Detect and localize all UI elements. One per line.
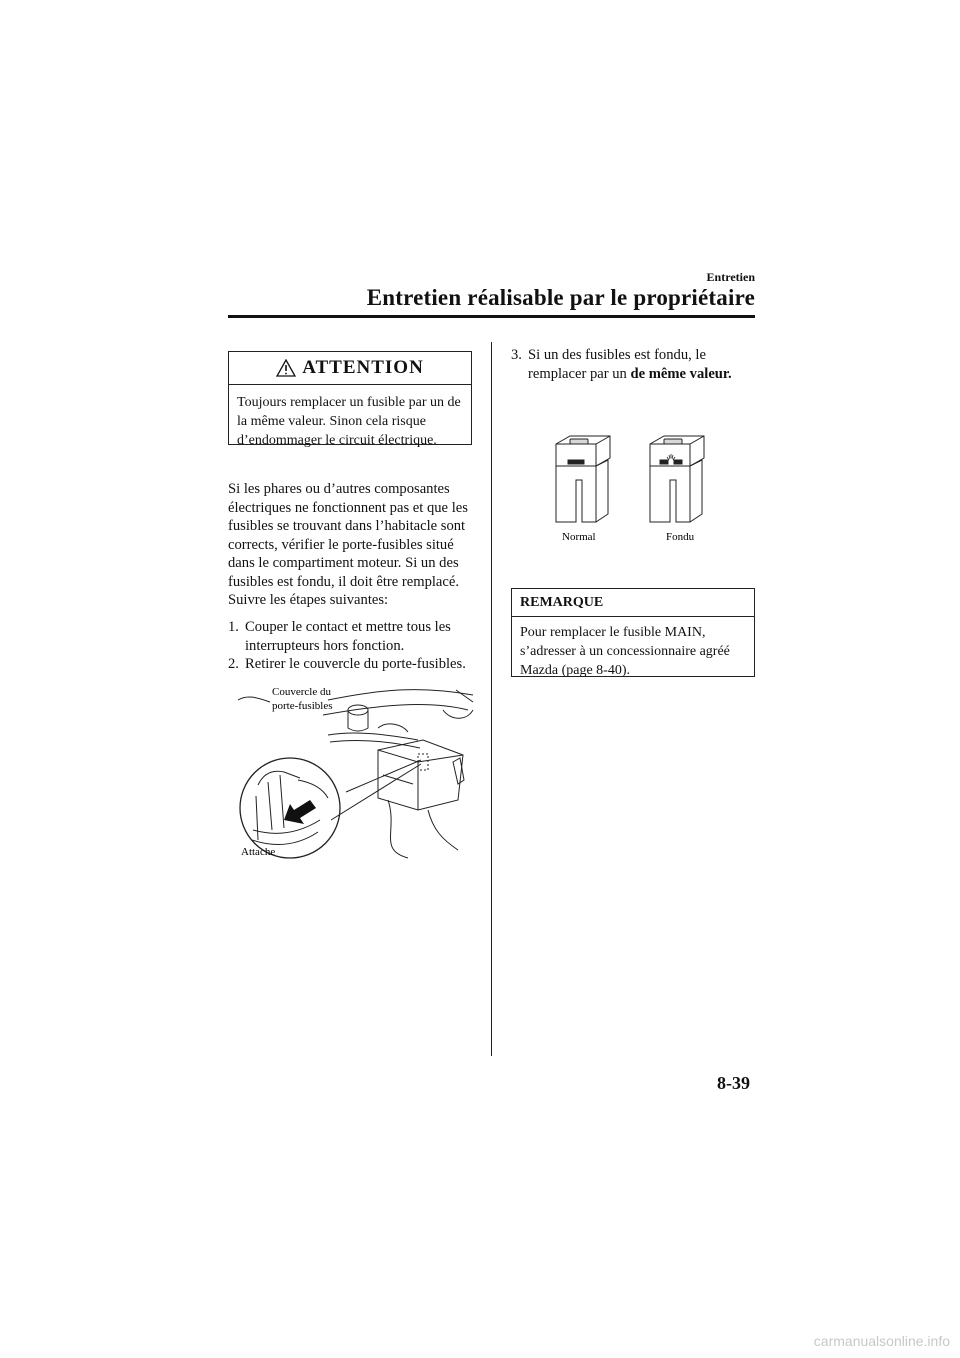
intro-paragraph: Si les phares ou d’autres composantes électriques ne fonctionnent pas et que les fusibles se trouvant dans l’habitacle sont corrects, vérifier le porte-fusibles situé dans le compartiment moteur. Si un des fusibles est fondu, il doit être remplacé. Suivre les étapes suivantes: bbox=[228, 481, 468, 608]
label-fuse-cover-line2: porte-fusibles bbox=[272, 700, 333, 712]
blown-fuse-icon bbox=[650, 436, 704, 522]
label-normal: Normal bbox=[562, 531, 596, 543]
step-text bbox=[528, 346, 764, 383]
step-text: Retirer le couvercle du porte-fusibles. bbox=[245, 656, 466, 672]
step-number: 3. bbox=[511, 347, 522, 363]
page-number: 8-39 bbox=[717, 1073, 750, 1093]
caution-text: Toujours remplacer un fusible par un de la même valeur. Sinon cela risque d’endommager le circuit électrique. bbox=[237, 395, 461, 448]
step-1 bbox=[228, 618, 481, 655]
chapter-title: Entretien réalisable par le propriétaire bbox=[366, 285, 755, 310]
normal-fuse-icon bbox=[556, 436, 610, 522]
step-3 bbox=[511, 346, 764, 383]
step-text-regular: Si un des fusibles est fondu, le remplacer par un bbox=[528, 347, 706, 382]
header-rule bbox=[228, 315, 755, 318]
warning-triangle-icon bbox=[276, 359, 296, 377]
engine-fuse-cover-illustration bbox=[228, 680, 478, 866]
column-divider bbox=[491, 342, 492, 1056]
footer-watermark: carmanualsonline.info bbox=[813, 1333, 950, 1349]
note-title: REMARQUE bbox=[512, 589, 754, 617]
step-number: 1. bbox=[228, 619, 239, 635]
step-2 bbox=[228, 655, 481, 674]
fuse-comparison-illustration bbox=[540, 430, 720, 548]
step-text: Couper le contact et mettre tous les interrupteurs hors fonction. bbox=[245, 619, 451, 654]
step-text-bold: de même valeur. bbox=[630, 365, 732, 382]
caution-title: ATTENTION bbox=[302, 357, 424, 378]
caution-box bbox=[228, 351, 472, 448]
step-number: 2. bbox=[228, 656, 239, 672]
label-clip: Attache bbox=[241, 846, 276, 858]
note-box bbox=[511, 588, 755, 677]
caution-header bbox=[229, 352, 471, 385]
note-text: Pour remplacer le fusible MAIN, s’adresser à un concessionnaire agréé Mazda (page 8-40). bbox=[520, 625, 730, 678]
label-blown: Fondu bbox=[666, 531, 695, 543]
label-fuse-cover-line1: Couvercle du bbox=[272, 686, 331, 698]
section-label: Entretien bbox=[706, 270, 755, 284]
